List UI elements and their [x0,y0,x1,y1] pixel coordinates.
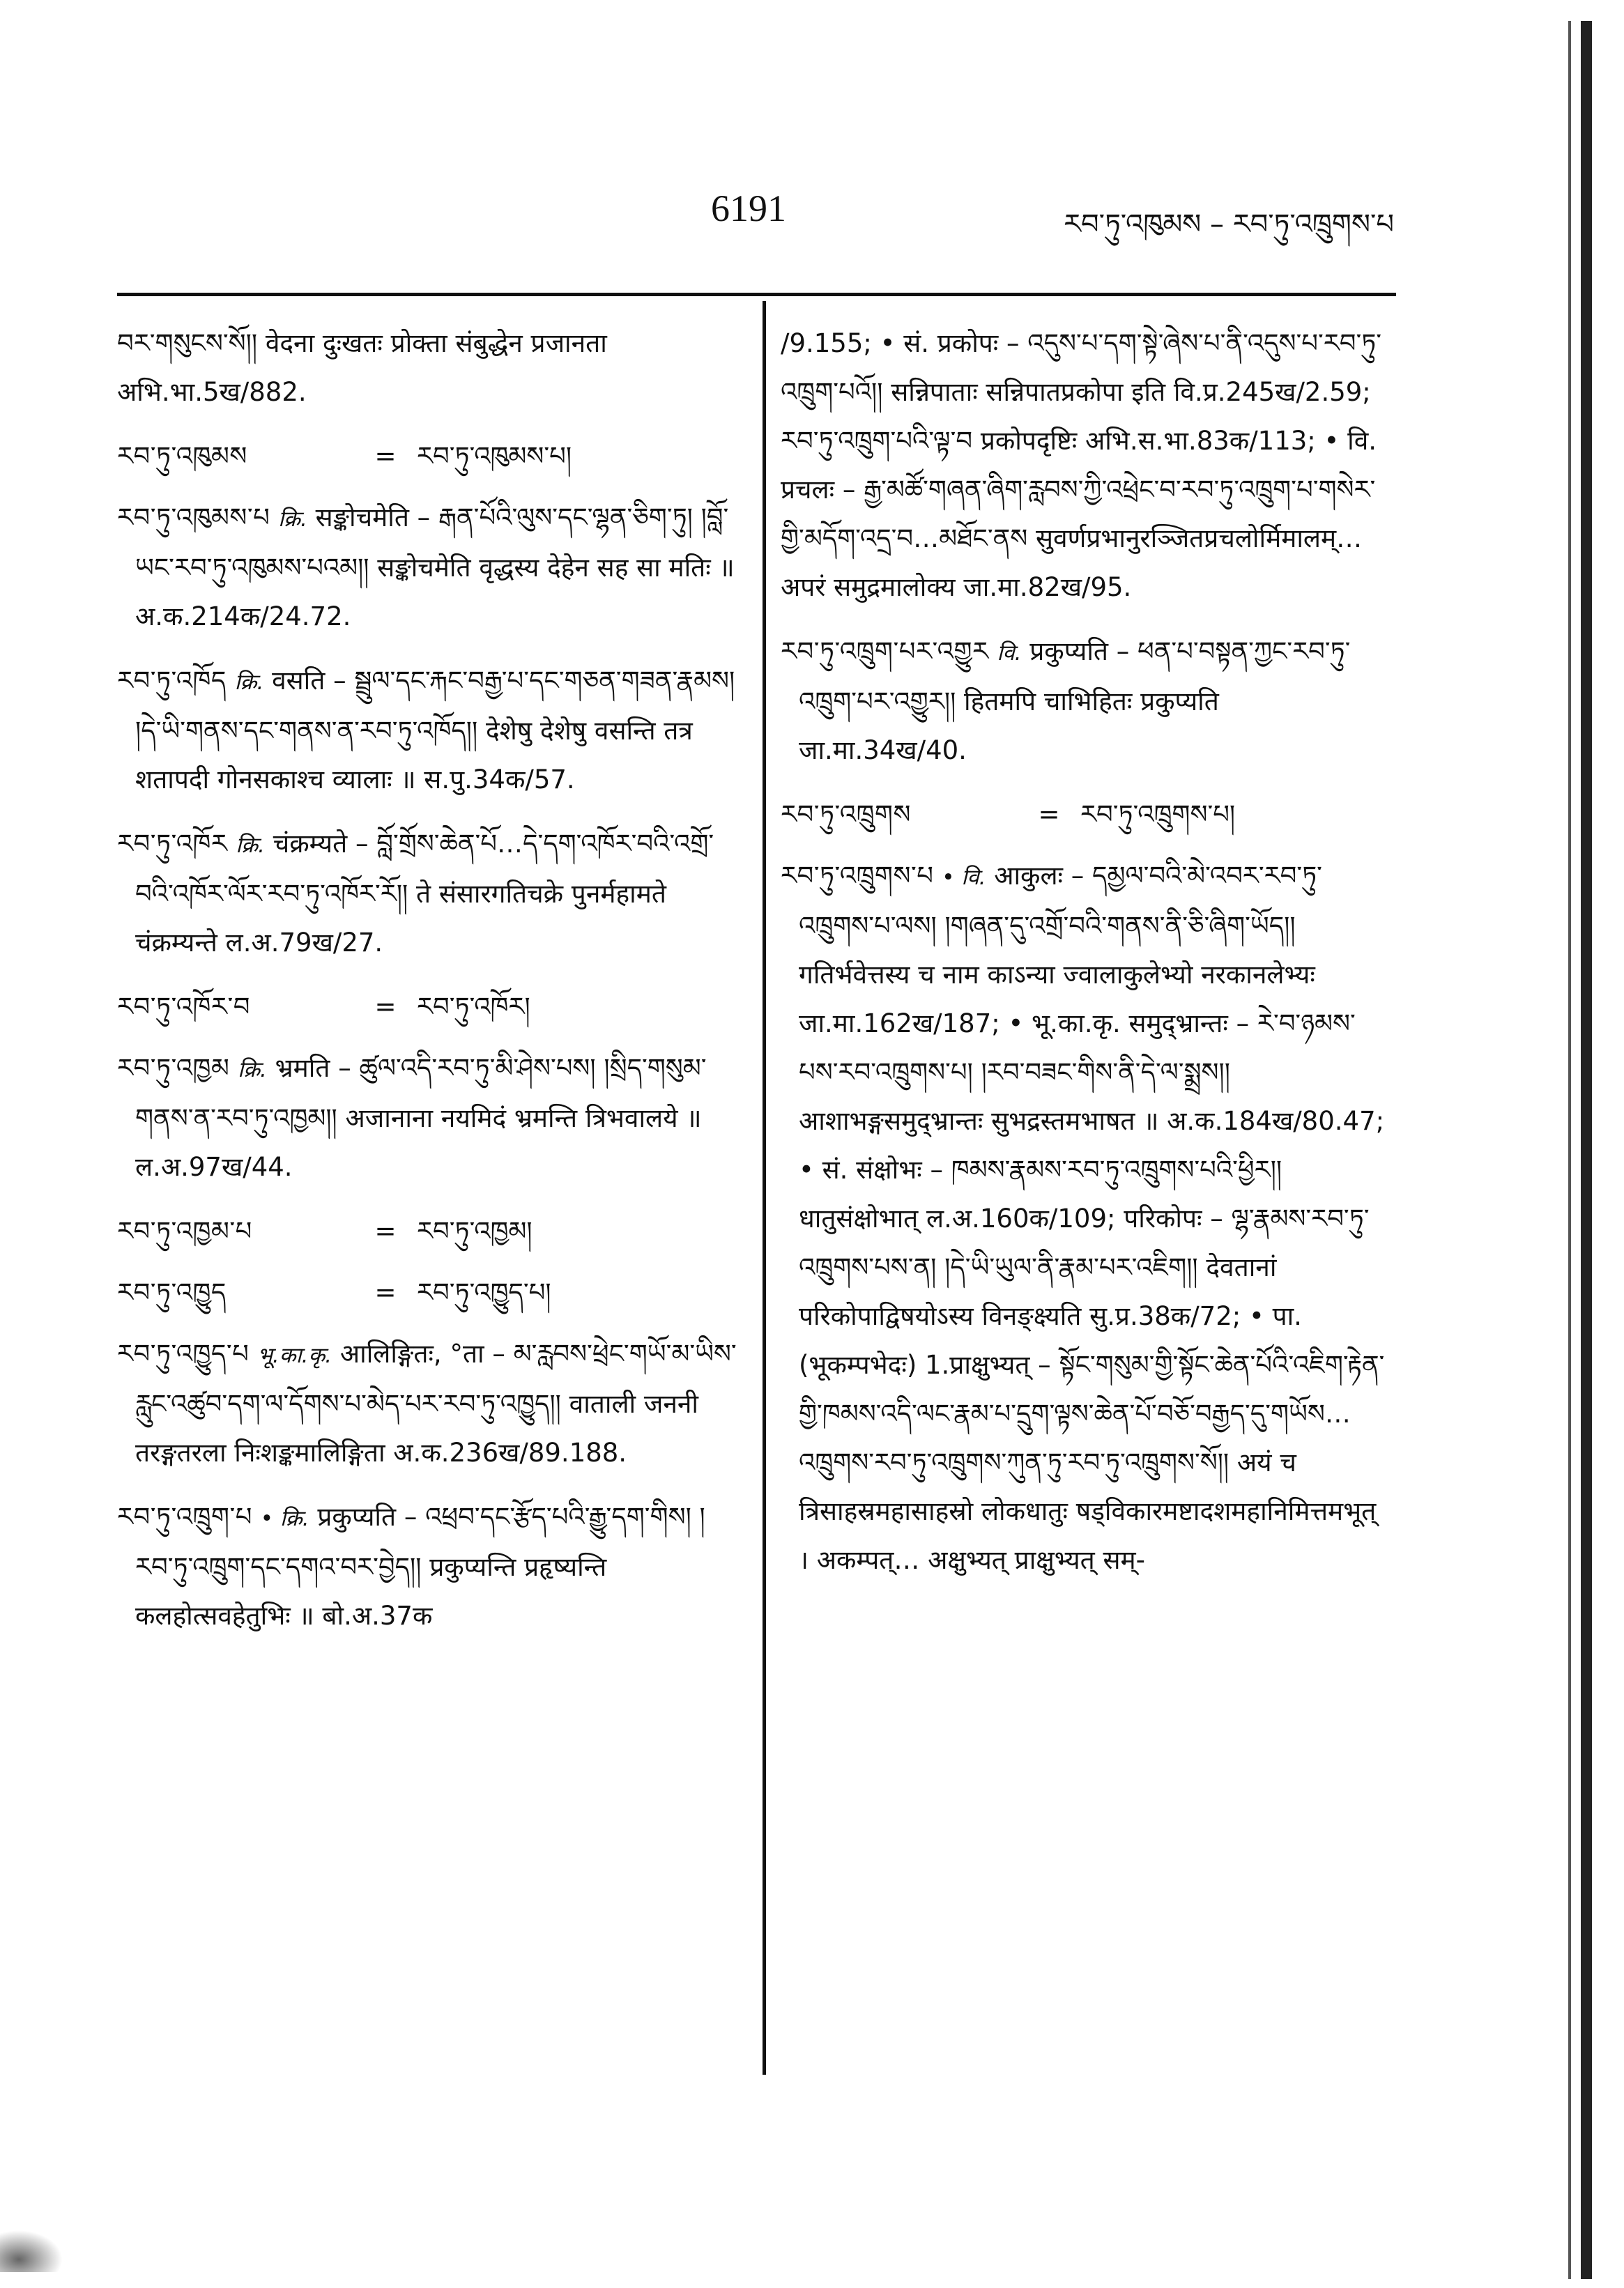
entry-headword: རབ་ཏུ་འཁྲུགས་པ [781,861,934,891]
entry-headword: རབ་ཏུ་འཁོར [117,829,228,859]
right-column [781,319,1394,2103]
cross-reference-target: རབ་ཏུ་འཁོར། [417,992,530,1022]
cross-reference-target: རབ་ཏུ་འཁུམས་པ། [417,441,572,471]
cross-reference-entry [781,790,1394,839]
binding-edge-bar [1581,21,1592,2279]
grammar-abbreviation: • वि. [942,865,986,890]
entry-headword: རབ་ཏུ་འཁྲུག་པ [117,1502,252,1532]
grammar-abbreviation: भू.का.कृ. [257,1343,332,1368]
dictionary-entry [117,657,737,804]
cross-reference-entry [117,432,737,481]
entry-body: सङ्कोचमेति – རྒན་པོའི་ལུས་དང་ལྷན་ཅིག་ཏུ། །བློ་ཡང་རབ་ཏུ་འཁུམས་པའམ།། सङ्कोचमेति वृद्धस्य देहेन सह सा मतिः ॥ अ.क.214क/24.72. [135,502,735,631]
grammar-abbreviation: क्रि. [278,507,307,532]
dictionary-entry [781,852,1394,1585]
grammar-abbreviation: क्रि. [236,833,265,858]
equals-sign: = [374,441,397,471]
grammar-abbreviation: क्रि. [238,1057,267,1082]
entry-body: चंक्रम्यते – བློ་གྲོས་ཆེན་པོ…དེ་དག་འཁོར་བའི་འགྲོ་བའི་འཁོར་ལོར་རབ་ཏུ་འཁོར་རོ།། ते संसारगतिचक्रे पुनर्महामते चंक्रम्यन्ते ल.अ.79ख/27. [135,829,714,958]
entry-headword: རབ་ཏུ་འཁུམས [117,441,247,471]
page-number: 6191 [711,187,786,229]
entry-continuation: བར་གསུངས་སོ།། वेदना दुःखतः प्रोक्ता संबुद्धेन प्रजानता अभि.भा.5ख/882. [117,328,607,407]
grammar-abbreviation: वि. [997,640,1022,666]
entry-body: प्रकुप्यति – འཕྲབ་དང་རྩོད་པའི་རྒྱུ་དག་གིས། །རབ་ཏུ་འཁྲུག་དང་དགའ་བར་བྱེད།། प्रकुप्यन्ति प्रहृष्यन्ति कलहोत्सवहेतुभिः ॥ बो.अ.37क [135,1502,705,1631]
entry-headword: རབ་ཏུ་འཁུམས་པ [117,502,270,532]
cross-reference-entry [117,1268,737,1317]
dictionary-entry [117,820,737,967]
entry-headword: རབ་ཏུ་འཁོར་བ [117,992,250,1022]
cross-reference-target: རབ་ཏུ་འཁྲུགས་པ། [1080,799,1236,829]
equals-sign: = [374,1277,397,1307]
entry-body: वसति – སྦྲུལ་དང་རྐང་བརྒྱ་པ་དང་གཅན་གཟན་རྣམས། །དེ་ཡི་གནས་དང་གནས་ན་རབ་ཏུ་འཁོད།། देशेषु देशेषु वसन्ति तत्र शतापदी गोनसकाश्च व्यालाः ॥ स.पु.34क/57. [135,666,735,794]
entry-continuation: /9.155; • सं. प्रकोपः – འདུས་པ་དག་སྟེ་ཞེས་པ་ནི་འདུས་པ་རབ་ཏུ་འཁྲུག་པའོ།། सन्निपाताः सन्निपातप्रकोपा इति वि.प्र.245ख/2.59; རབ་ཏུ་འཁྲུག་པའི་ལྟ་བ प्रकोपदृष्टिः अभि.स.भा.83क/113; • वि. प्रचलः – རྒྱ་མཚོ་གཞན་ཞིག་རླབས་ཀྱི་འཕྲེང་བ་རབ་ཏུ་འཁྲུག་པ་གསེར་གྱི་མདོག་འདྲ་བ…མཐོང་ནས सुवर्णप्रभानुरञ्जितप्रचलोर्मिमालम्…अपरं समुद्रमालोक्य जा.मा.82ख/95. [781,328,1382,602]
entry-body: भ्रमति – ཚུལ་འདི་རབ་ཏུ་མི་ཤེས་པས། །སྲིད་གསུམ་གནས་ན་རབ་ཏུ་འཁྱམ།། अजानाना नयमिदं भ्रमन्ति त्रिभवालये ॥ ल.अ.97ख/44. [135,1053,707,1182]
entry-headword: རབ་ཏུ་འཁྲུགས [781,799,911,829]
cross-reference-entry [117,1207,737,1256]
entry-body: प्रकुप्यति – ཕན་པ་བསྟན་ཀྱང་རབ་ཏུ་འཁྲུག་པར་འགྱུར།། हितमपि चाभिहितः प्रकुप्यति जा.मा.34ख/40. [799,636,1351,765]
entry-headword: རབ་ཏུ་འཁྱུད་པ [117,1339,250,1369]
entry-headword: རབ་ཏུ་འཁྲུག་པར་འགྱུར [781,636,989,666]
left-column [117,319,737,2103]
equals-sign: = [1038,799,1060,829]
grammar-abbreviation: • क्रि. [260,1506,309,1531]
equals-sign: = [374,1216,397,1246]
dictionary-entry [117,1330,737,1477]
dictionary-entry [781,627,1394,775]
cross-reference-target: རབ་ཏུ་འཁྱུད་པ། [417,1277,551,1307]
header-rule [117,293,1396,296]
cross-reference-target: རབ་ཏུ་འཁྱམ། [417,1216,533,1246]
entry-headword: རབ་ཏུ་འཁོད [117,666,227,696]
entry-headword: རབ་ཏུ་འཁྱམ་པ [117,1216,252,1246]
grammar-abbreviation: क्रि. [234,670,264,695]
running-head: རབ་ཏུ་འཁུམས – རབ་ཏུ་འཁྲུགས་པ [1064,208,1394,240]
cross-reference-entry [117,983,737,1031]
entry-headword: རབ་ཏུ་འཁྱམ [117,1053,230,1083]
entry-headword: རབ་ཏུ་འཁྱུད [117,1277,227,1307]
dictionary-entry [117,493,737,641]
scan-smudge [0,2230,63,2272]
dictionary-entry [117,1493,737,1641]
entry-body: आकुलः – དམྱལ་བའི་མེ་འབར་རབ་ཏུ་འཁྲུགས་པ་ལས། །གཞན་དུ་འགྲོ་བའི་གནས་ནི་ཅི་ཞིག་ཡོད།། गतिर्भवेत्तस्य च नाम काऽन्या ज्वालाकुलेभ्यो नरकानलेभ्यः जा.मा.162ख/187; • भू.का.कृ. समुद्भ्रान्तः – རེ་བ་ཉམས་པས་རབ་འཁྲུགས་པ། །རབ་བཟང་གིས་ནི་དེ་ལ་སྨྲས།། आशाभङ्गसमुद्भ्रान्तः सुभद्रस्तमभाषत ॥ अ.क.184ख/80.47; • सं. संक्षोभः – ཁམས་རྣམས་རབ་ཏུ་འཁྲུགས་པའི་ཕྱིར།། धातुसंक्षोभात् ल.अ.160क/109; परिकोपः – ལྷ་རྣམས་རབ་ཏུ་འཁྲུགས་པས་ན། །དེ་ཡི་ཡུལ་ནི་རྣམ་པར་འཇིག།། देवतानां परिकोपाद्विषयोऽस्य विनङ्क्ष्यति सु.प्र.38क/72; • पा. (भूकम्पभेदः) 1.प्राक्षुभ्यत् – སྟོང་གསུམ་གྱི་སྟོང་ཆེན་པོའི་འཇིག་རྟེན་གྱི་ཁམས་འདི་ལང་རྣམ་པ་དྲུག་ལྟས་ཆེན་པོ་བཅོ་བརྒྱད་དུ་གཡོས…འཁྲུགས་རབ་ཏུ་འཁྲུགས་ཀུན་ཏུ་རབ་ཏུ་འཁྲུགས་སོ།། अयं च त्रिसाहस्रमहासाहस्रो लोकधातुः षड्विकारमष्टादशमहानिमित्तमभूत् । अकम्पत्… अक्षुभ्यत् प्राक्षुभ्यत् सम्- [799,861,1385,1575]
equals-sign: = [374,992,397,1022]
entry-body: आलिङ्गितः, °ता – མ་རླབས་ཕྲེང་གཡོ་མ་ཡིས་རླུང་འཚུབ་དག་ལ་དོགས་པ་མེད་པར་རབ་ཏུ་འཁྱུད།། वाताली जननी तरङ्गतरला निःशङ्कमालिङ्गिता अ.क.236ख/89.188. [135,1339,737,1468]
column-divider [763,301,766,2075]
binding-edge-line [1568,21,1571,2279]
dictionary-entry [117,1044,737,1192]
